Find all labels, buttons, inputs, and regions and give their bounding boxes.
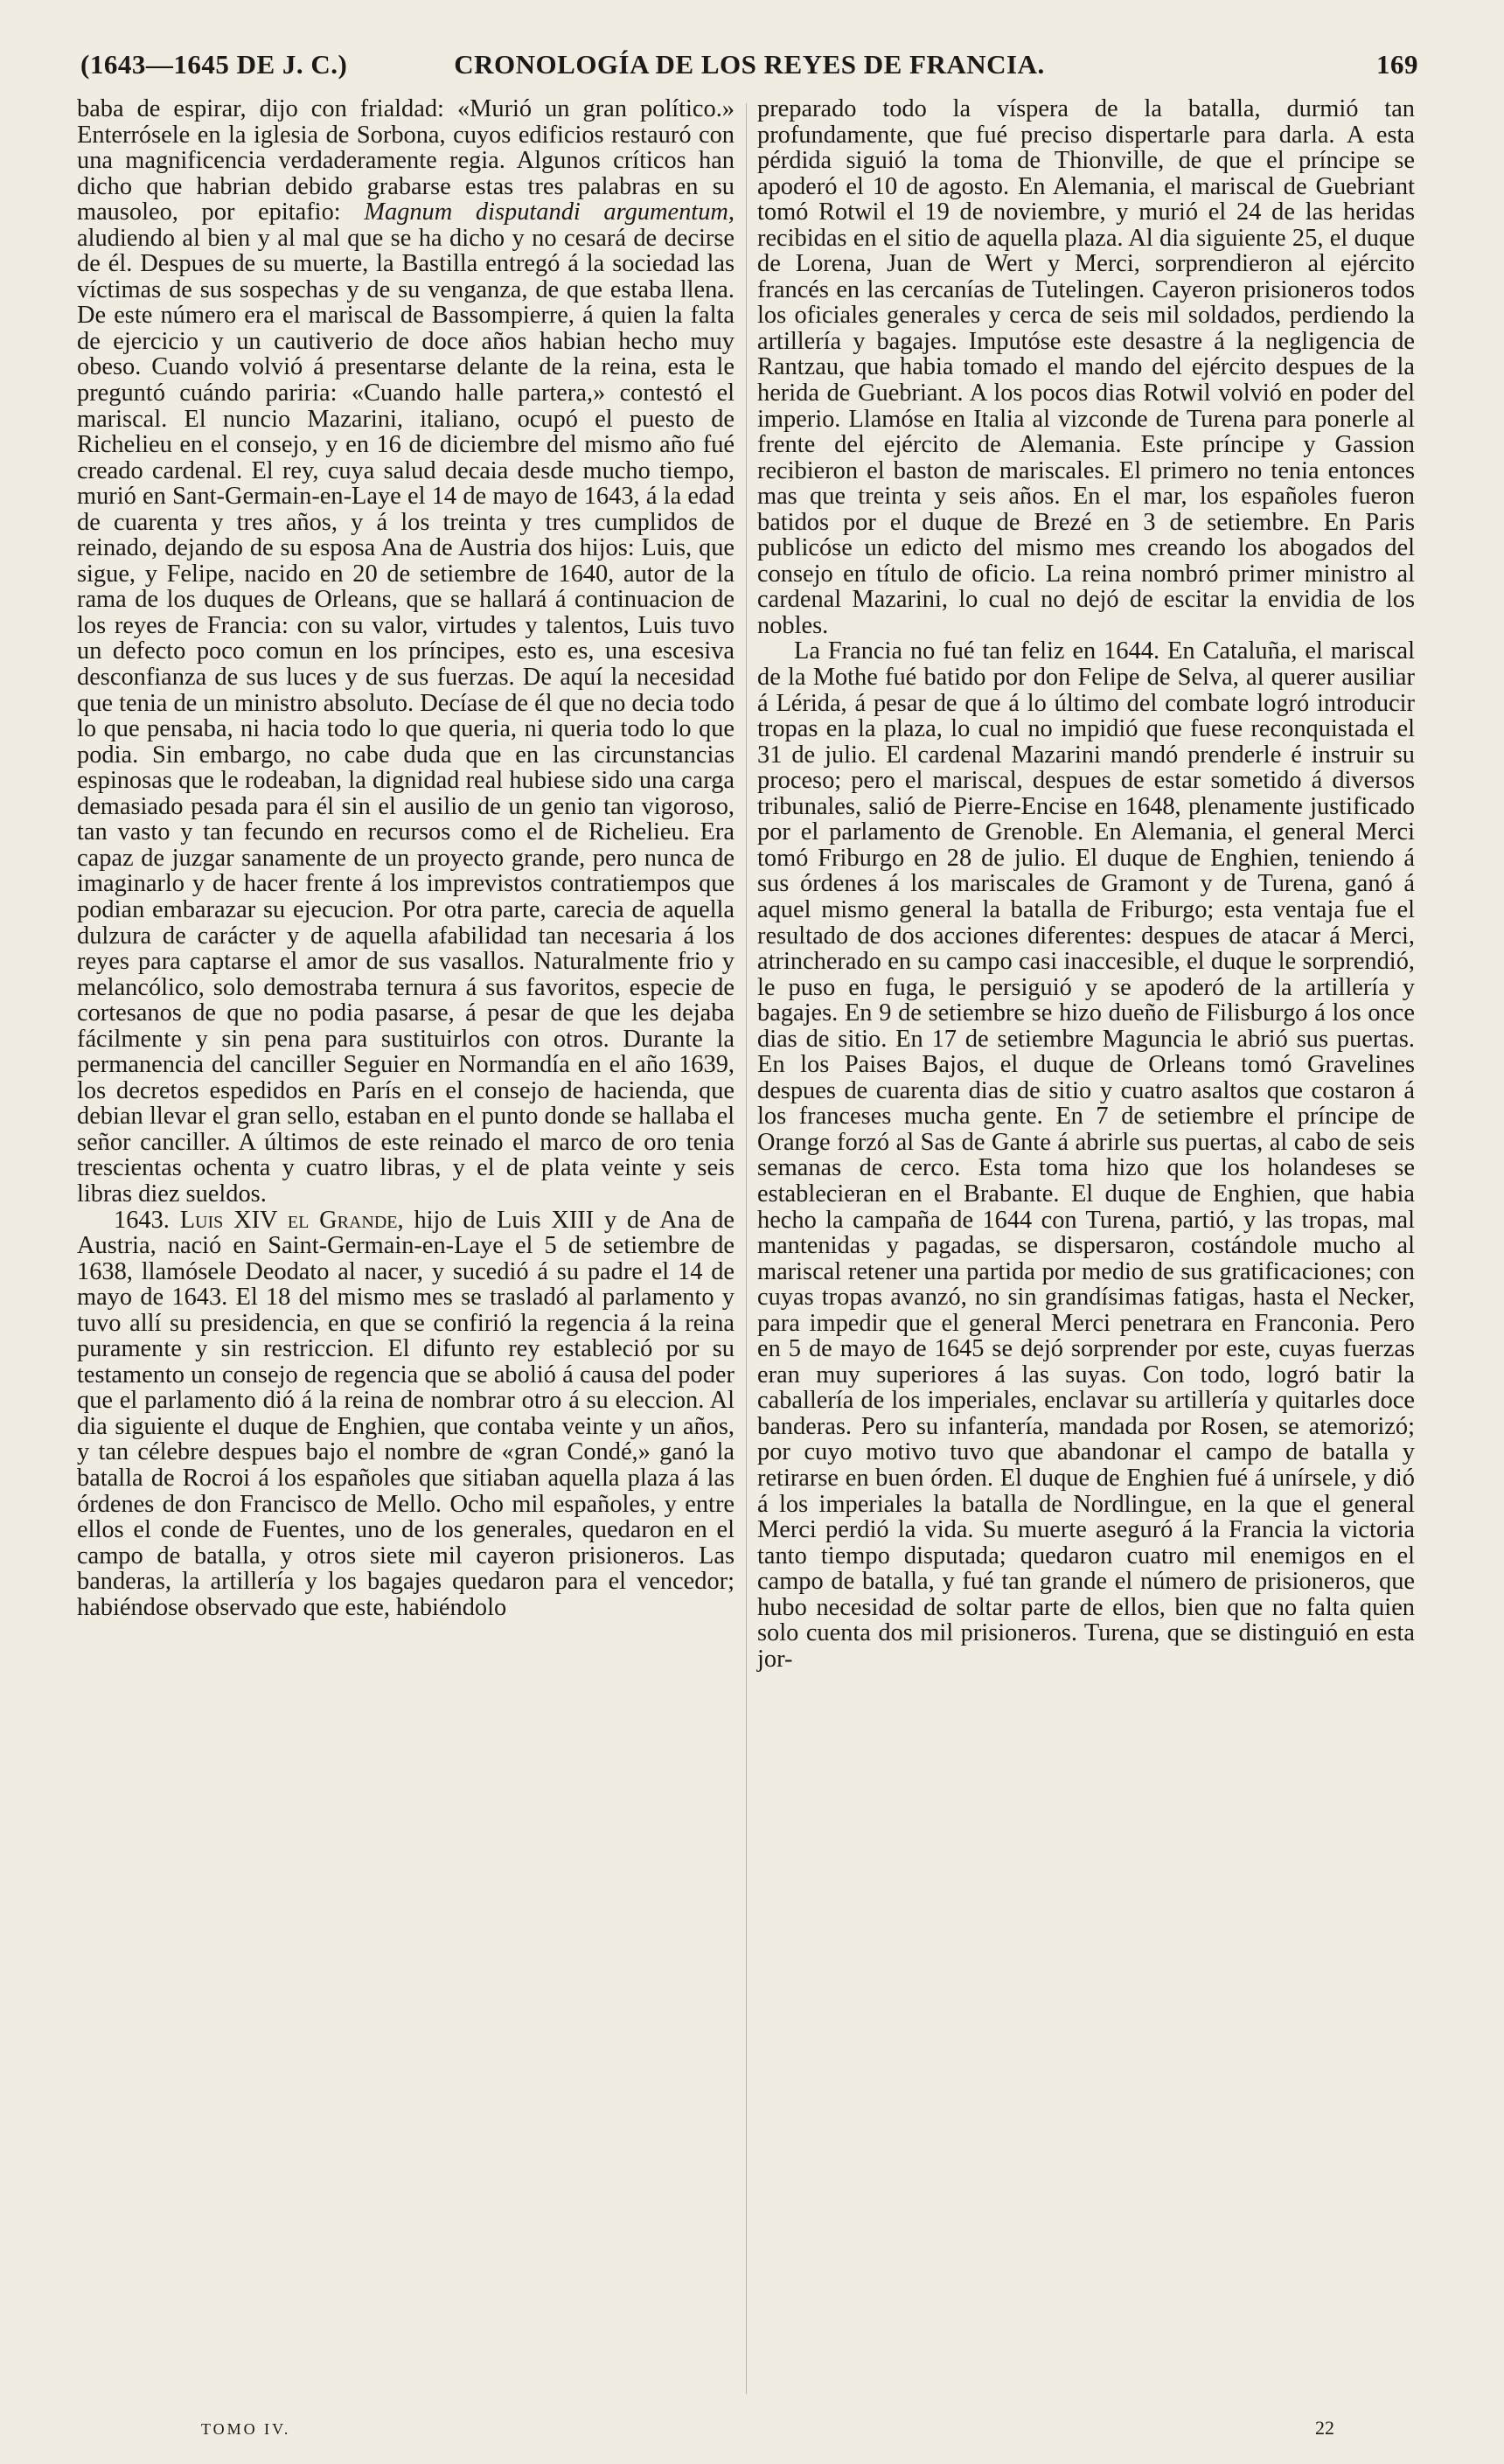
left-paragraph-1 xyxy=(77,96,735,1208)
footer-signature: 22 xyxy=(1315,2417,1334,2439)
left-column xyxy=(77,96,735,1620)
right-column xyxy=(757,96,1415,1672)
header-date-range: (1643—1645 DE J. C.) xyxy=(80,49,348,80)
left-p1-text: baba de espirar, dijo con frialdad: «Murió un gran político.» Enterrósele en la iglesia de Sorbona, cuyos edificios restauró con una magnificencia verdaderamente regia. Algunos críticos han dicho que habrian debido grabarse estas tres palabras en su mausoleo, por epitafio: xyxy=(77,95,735,226)
left-p1-rest: aludiendo al bien y al mal que se ha dicho y no cesará de decirse de él. Despues de su muerte, la Bastilla entregó á la sociedad las víctimas de sus sospechas y de su venganza, de que estaba llena. De este número era el mariscal de Bassompierre, á quien la falta de ejercicio y un cautiverio de doce años habian hecho muy obeso. Cuando volvió á presentarse delante de la reina, esta le preguntó cuándo pariria: «Cuando halle partera,» contestó el mariscal. El nuncio Mazarini, italiano, ocupó el puesto de Richelieu en el consejo, y en 16 de diciembre del mismo año fué creado cardenal. El rey, cuya salud decaia desde mucho tiempo, murió en Sant-Germain-en-Laye el 14 de mayo de 1643, á la edad de cuarenta y tres años, y á los treinta y tres cumplidos de reinado, dejando de su esposa Ana de Austria dos hijos: Luis, que sigue, y Felipe, nacido en 20 de setiembre de 1640, autor de la rama de los duques de Orleans, que se hallará á continuacion de los reyes de Francia: con su valor, virtudes y talentos, Luis tuvo un defecto poco comun en los príncipes, esto es, una escesiva desconfianza de sus luces y de sus fuerzas. De aquí la necesidad que tenia de un ministro absoluto. Decíase de él que no decia todo lo que pensaba, ni hacia todo lo que queria, ni queria todo lo que podia. Sin embargo, no cabe duda que en las circunstancias espinosas que le rodeaban, la dignidad real hubiese sido una carga demasiado pesada para él sin el ausilio de un genio tan vigoroso, tan vasto y tan fecundo en recursos como el de Richelieu. Era capaz de juzgar sanamente de un proyecto grande, pero nunca de imaginarlo y de hacer frente á los imprevistos contratiempos que podian embarazar su ejecucion. Por otra parte, carecia de aquella dulzura de carácter y de aquella afabilidad tan necesaria á los reyes para captarse el amor de sus vasallos. Naturalmente frio y melancólico, solo demostraba ternura á sus favoritos, especie de cortesanos de que no podia pasarse, á pesar de que les dejaba fácilmente y sin pena para sustituirlos con otros. Durante la permanencia del canciller Seguier en Normandía en el año 1639, los decretos espedidos en París en el consejo de hacienda, que debian llevar el gran sello, estaban en el punto donde se hallaba el señor canciller. A últimos de este reinado el marco de oro tenia trescientas ochenta y cuatro libras, y el de plata veinte y seis libras diez sueldos. xyxy=(77,224,735,1208)
left-paragraph-2 xyxy=(77,1208,735,1621)
epitaph-latin: Magnum disputandi argumentum, xyxy=(364,198,735,226)
page-number: 169 xyxy=(1376,49,1418,80)
left-p2-text: hijo de Luis XIII y de Ana de Austria, nació en Saint-Germain-en-Laye el 5 de setiembre de 1638, llamósele Deodato al nacer, y sucedió á su padre el 14 de mayo de 1643. El 18 del mismo mes se trasladó al parlamento y tuvo allí su presidencia, en que se confirió la regencia á la reina puramente y sin restriccion. El difunto rey estableció por su testamento un consejo de regencia que se abolió á causa del poder que el parlamento dió á la reina de nombrar otro á su eleccion. Al dia siguiente el duque de Enghien, que contaba veinte y un años, y tan célebre despues bajo el nombre de «gran Condé,» ganó la batalla de Rocroi á los españoles que sitiaban aquella plaza á las órdenes de don Francisco de Mello. Ocho mil españoles, y entre ellos el conde de Fuentes, uno de los generales, quedaron en el campo de batalla, y otros siete mil cayeron prisioneros. Las banderas, la artillería y los bagajes quedaron para el vencedor; habiéndose observado que este, habiéndolo xyxy=(77,1206,735,1621)
year-1643: 1643. xyxy=(114,1206,170,1234)
running-header xyxy=(80,49,1418,87)
king-name-heading: Luis XIV el Grande, xyxy=(179,1206,404,1234)
right-paragraph-1: preparado todo la víspera de la batalla, durmió tan profundamente, que fué preciso dispertarle para darla. A esta pérdida siguió la toma de Thionville, de que el príncipe se apoderó el 10 de agosto. En Alemania, el mariscal de Guebriant tomó Rotwil el 19 de noviembre, y murió el 24 de las heridas recibidas en el sitio de aquella plaza. Al dia siguiente 25, el duque de Lorena, Juan de Wert y Merci, sorprendieron al ejército francés en las cercanías de Tutelingen. Cayeron prisioneros todos los oficiales generales y cerca de seis mil soldados, perdiendo la artillería y bagajes. Imputóse este desastre á la negligencia de Rantzau, que habia tomado el mando del ejército despues de la herida de Guebriant. A los pocos dias Rotwil volvió en poder del imperio. Llamóse en Italia al vizconde de Turena para ponerle al frente del ejército de Alemania. Este príncipe y Gassion recibieron el baston de mariscales. El primero no tenia entonces mas que treinta y seis años. En el mar, los españoles fueron batidos por el duque de Brezé en 3 de setiembre. En Paris publicóse un edicto del mismo mes creando los abogados del consejo en título de oficio. La reina nombró primer ministro al cardenal Mazarini, lo cual no dejó de escitar la envidia de los nobles. xyxy=(757,95,1415,639)
footer-volume: TOMO IV. xyxy=(201,2420,291,2438)
header-title: CRONOLOGÍA DE LOS REYES DE FRANCIA. xyxy=(454,49,1045,80)
column-divider xyxy=(746,103,747,2394)
right-paragraph-2: La Francia no fué tan feliz en 1644. En Cataluña, el mariscal de la Mothe fué batido por don Felipe de Selva, al querer ausiliar á Lérida, á pesar de que á lo último del combate logró introducir tropas en la plaza, lo cual no impidió que fuese reconquistada el 31 de julio. El cardenal Mazarini mandó prenderle é instruir su proceso; pero el mariscal, despues de estar sometido á diversos tribunales, salió de Pierre-Encise en 1648, plenamente justificado por el parlamento de Grenoble. En Alemania, el general Merci tomó Friburgo en 28 de julio. El duque de Enghien, teniendo á sus órdenes á los mariscales de Gramont y de Turena, ganó á aquel mismo general la batalla de Friburgo; esta ventaja fue el resultado de dos acciones diferentes: despues de atacar á Merci, atrincherado en su campo casi inaccesible, el duque le sorprendió, le puso en fuga, le persiguió y se apoderó de la artillería y bagajes. En 9 de setiembre se hizo dueño de Filisburgo á los once dias de sitio. En 17 de setiembre Maguncia le abrió sus puertas. En los Paises Bajos, el duque de Orleans tomó Gravelines despues de cuarenta dias de sitio y cuatro asaltos que costaron á los franceses mucha gente. En 7 de setiembre el príncipe de Orange forzó al Sas de Gante á abrirle sus puertas, al cabo de seis semanas de cerco. Esta toma hizo que los holandeses se establecieran en el Brabante. El duque de Enghien, que habia hecho la campaña de 1644 con Turena, partió, y las tropas, mal mantenidas y pagadas, se dispersaron, costándole mucho al mariscal retener una partida por medio de sus gratificaciones; con cuyas tropas avanzó, no sin grandísimas fatigas, hasta el Necker, para impedir que el general Merci penetrara en Franconia. Pero en 5 de mayo de 1645 se dejó sorprender por este, cuyas fuerzas eran muy superiores á las suyas. Con todo, logró batir la caballería de los imperiales, enclavar su artillería y quitarles doce banderas. Pero su infantería, mandada por Rosen, se atemorizó; por cuyo motivo tuvo que abandonar el campo de batalla y retirarse en buen órden. El duque de Enghien fué á unírsele, y dió á los imperiales la batalla de Nordlingue, en la que el general Merci perdió la vida. Su muerte aseguró á la Francia la victoria tanto tiempo disputada; quedaron cuatro mil enemigos en el campo de batalla, y fué tan grande el número de prisioneros, que hubo necesidad de soltar parte de ellos, bien que no falta quien solo cuenta dos mil prisioneros. Turena, que se distinguió en esta jor- xyxy=(757,637,1415,1673)
